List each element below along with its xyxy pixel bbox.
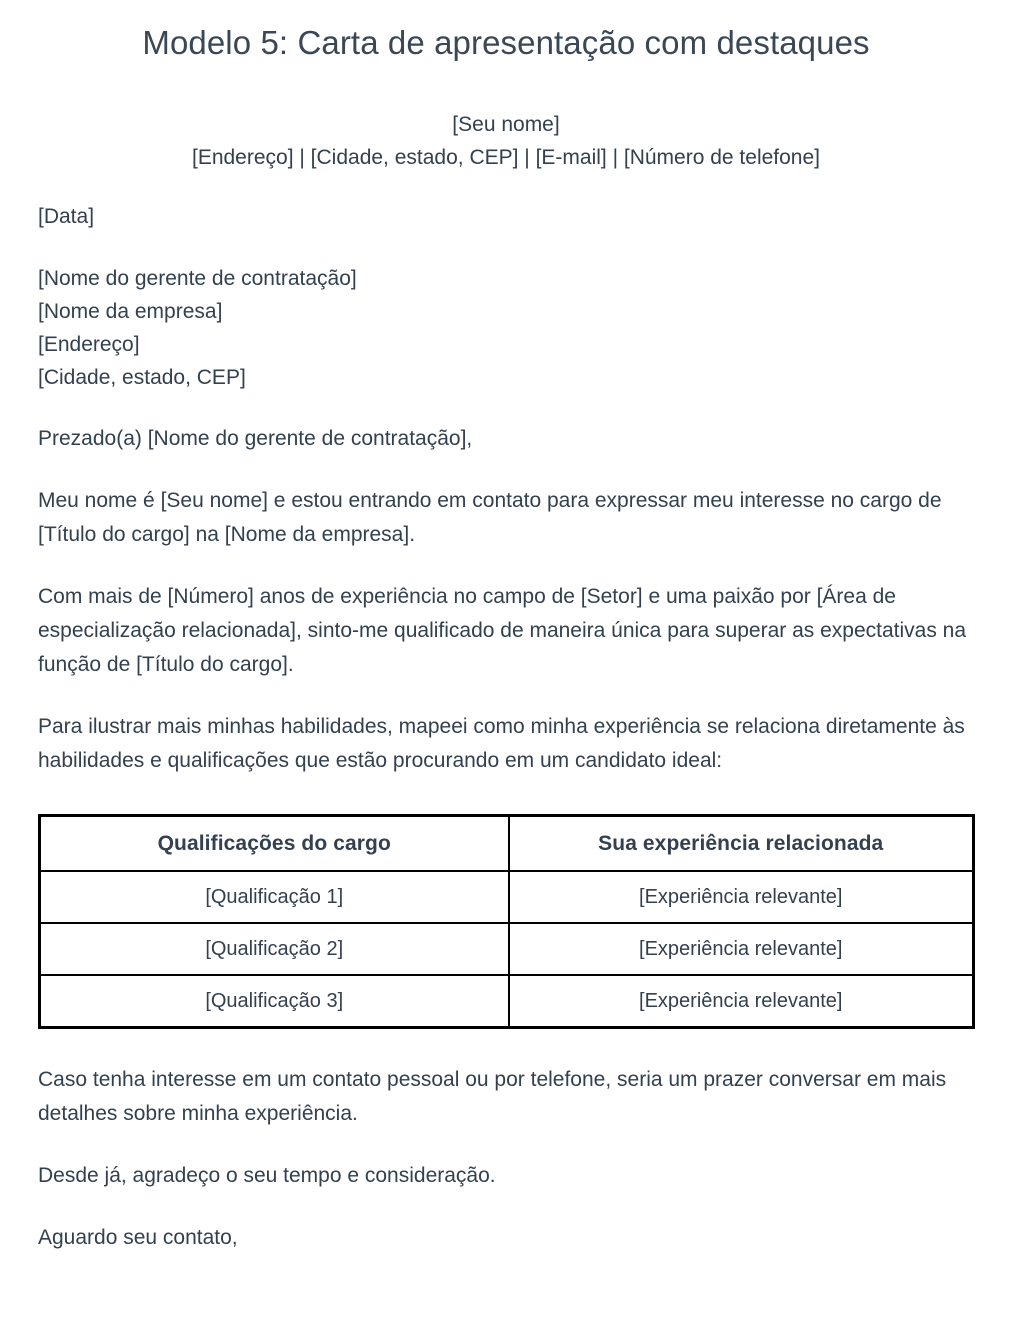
recipient-address-block [38,262,974,394]
letter-body [0,200,1012,778]
table-cell-qualification: [Qualificação 1] [40,871,509,923]
table-cell-experience: [Experiência relevante] [509,975,974,1028]
table-header-experience: Sua experiência relacionada [509,816,974,872]
table-cell-experience: [Experiência relevante] [509,871,974,923]
table-row [40,923,974,975]
salutation-line: Prezado(a) [Nome do gerente de contratação], [38,427,473,451]
paragraph-table-intro: Para ilustrar mais minhas habilidades, mapeei como minha experiência se relaciona diretamente às habilidades e qualificações que estão procurando em um candidato ideal: [38,715,965,773]
paragraph-experience: Com mais de [Número] anos de experiência no campo de [Setor] e uma paixão por [Área de especialização relacionada], sinto-me qualificado de maneira única para superar as expectativas na função de [Título do cargo]. [38,585,967,677]
paragraph-thanks: Desde já, agradeço o seu tempo e consideração. [38,1164,496,1188]
paragraph-sign-off: Aguardo seu contato, [38,1226,238,1250]
letterhead-name: [Seu nome] [452,113,560,137]
table-row [40,975,974,1028]
page-title: Modelo 5: Carta de apresentação com destaques [142,24,870,61]
qualifications-table [38,814,975,1029]
letterhead-contact: [Endereço] | [Cidade, estado, CEP] | [E-mail] | [Número de telefone] [191,146,820,170]
table-header-qualifications: Qualificações do cargo [40,816,509,872]
recipient-line: [Nome do gerente de contratação] [38,267,357,291]
table-row [40,871,974,923]
letter-closing [0,1063,1012,1255]
table-cell-experience: [Experiência relevante] [509,923,974,975]
recipient-line: [Nome da empresa] [38,300,223,324]
qualifications-table-wrapper [0,814,1012,1029]
paragraph-contact-offer: Caso tenha interesse em um contato pessoal ou por telefone, seria um prazer conversar em mais detalhes sobre minha experiência. [38,1068,947,1126]
table-header-row [40,816,974,872]
recipient-line: [Endereço] [38,333,140,357]
letterhead-block [0,108,1012,174]
recipient-line: [Cidade, estado, CEP] [38,366,246,390]
date-line: [Data] [38,205,95,229]
table-cell-qualification: [Qualificação 3] [40,975,509,1028]
table-cell-qualification: [Qualificação 2] [40,923,509,975]
paragraph-intro: Meu nome é [Seu nome] e estou entrando em contato para expressar meu interesse no cargo de [Título do cargo] na [Nome da empresa]. [38,489,942,547]
